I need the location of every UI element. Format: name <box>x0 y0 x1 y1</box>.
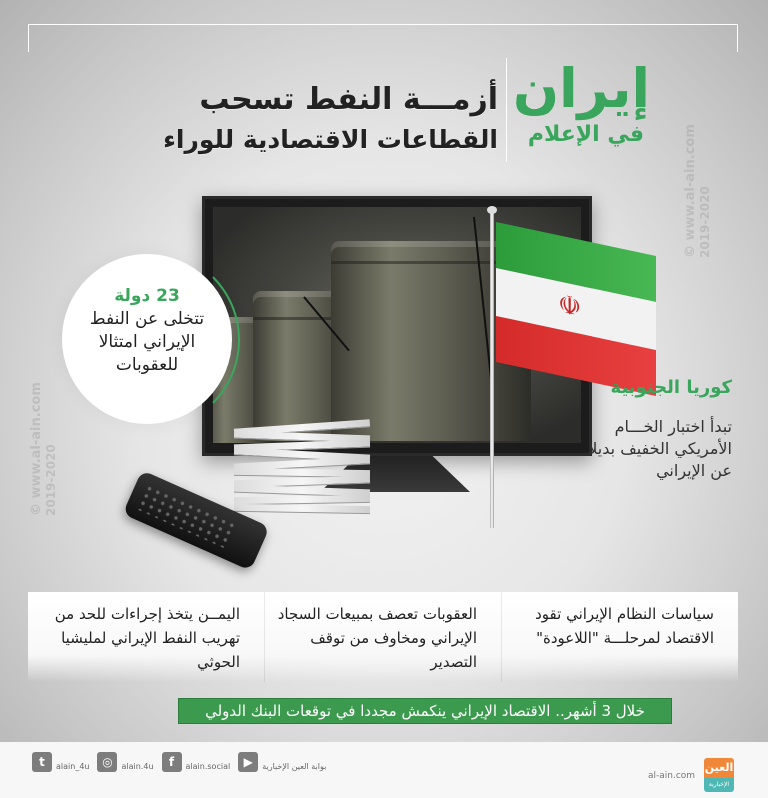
headline-line1: أزمـــة النفط تسحب <box>199 82 498 117</box>
twitter-icon: t <box>32 752 52 772</box>
flag-pole <box>490 210 494 528</box>
watermark-years: 2019-2020 <box>698 186 712 258</box>
watermark-text: © www.al-ain.com <box>29 382 44 516</box>
instagram-icon: ◎ <box>97 752 117 772</box>
callout-text <box>72 284 222 377</box>
news-card[interactable]: سياسات النظام الإيراني تقود الاقتصاد لمرحلـــة "اللاعودة" <box>501 592 738 682</box>
social-label: alain.4u <box>121 762 154 771</box>
logo-text-top: العين <box>704 758 734 778</box>
flag-emblem-icon: ☫ <box>558 289 582 325</box>
headline-line2: القطاعات الاقتصادية للوراء <box>163 125 498 154</box>
al-ain-logo[interactable] <box>704 758 734 792</box>
social-youtube[interactable] <box>238 752 326 772</box>
social-links <box>32 752 326 772</box>
social-twitter[interactable] <box>32 752 89 772</box>
newspaper-stack-image <box>234 424 370 518</box>
korea-description: تبدأ اختبار الخـــام الأمريكي الخفيف بديلا عن الإيراني <box>588 417 732 480</box>
korea-callout <box>572 376 732 482</box>
page-headline <box>163 80 498 160</box>
callout-count: 23 دولة <box>114 286 180 306</box>
logo-text-bottom: الإخبارية <box>704 778 734 792</box>
social-label: بوابة العين الإخبارية <box>262 762 327 771</box>
brand-subtitle: في الإعلام <box>527 122 644 147</box>
korea-title: كوريا الجنوبية <box>610 377 732 398</box>
top-frame-border <box>28 24 738 52</box>
brand-title: إيران <box>507 58 668 120</box>
news-cards <box>28 592 738 682</box>
youtube-icon: ▶ <box>238 752 258 772</box>
watermark-right <box>684 124 712 258</box>
social-facebook[interactable] <box>162 752 231 772</box>
facebook-icon: f <box>162 752 182 772</box>
news-card[interactable]: العقوبات تعصف بمبيعات السجاد الإيراني ومخاوف من توقف التصدير <box>264 592 501 682</box>
social-label: alain.social <box>185 762 231 771</box>
callout-description: تتخلى عن النفط الإيراني امتثالا للعقوبات <box>89 309 205 375</box>
news-banner[interactable]: خلال 3 أشهر.. الاقتصاد الإيراني ينكمش مجددا في توقعات البنك الدولي <box>178 698 672 724</box>
social-instagram[interactable] <box>97 752 153 772</box>
watermark-left <box>30 382 58 516</box>
footer <box>0 742 768 798</box>
brand-block <box>506 58 668 162</box>
watermark-text: © www.al-ain.com <box>683 124 698 258</box>
flag-pole-top <box>487 206 497 214</box>
news-card[interactable]: اليمــن يتخذ إجراءات للحد من تهريب النفط الإيراني لمليشيا الحوثي <box>54 605 240 671</box>
watermark-years: 2019-2020 <box>44 444 58 516</box>
site-url[interactable]: al-ain.com <box>648 771 696 781</box>
social-label: alain_4u <box>56 762 90 771</box>
